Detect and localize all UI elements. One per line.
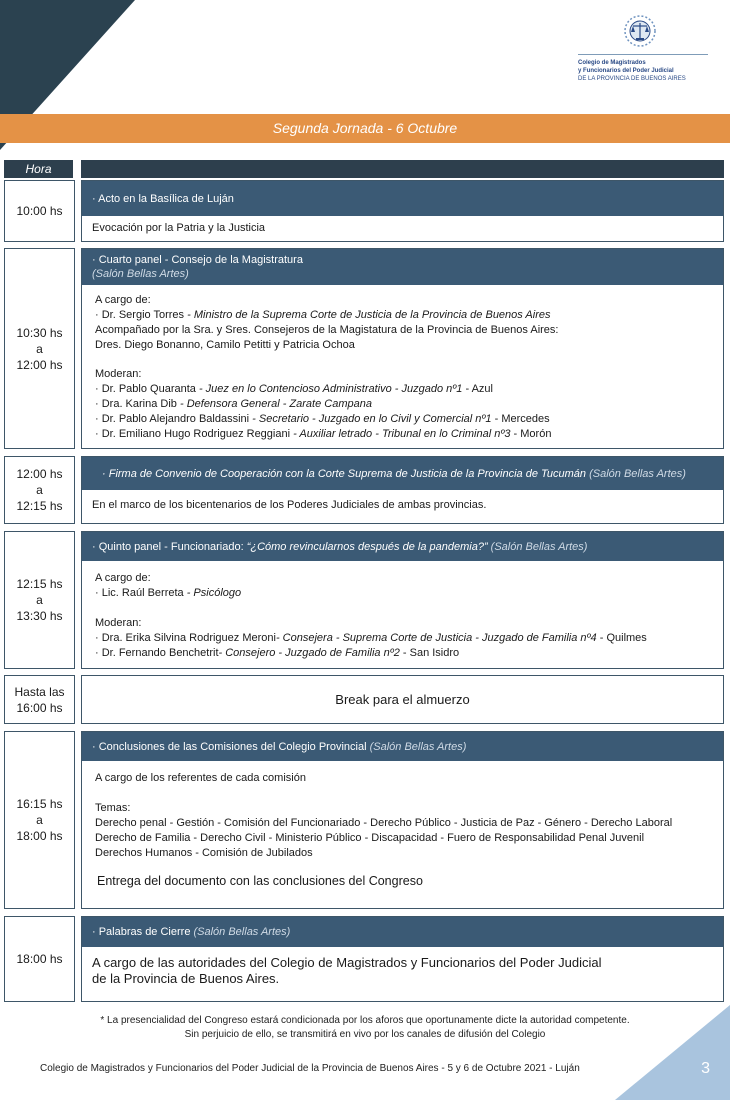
moderator-place: - Morón <box>510 428 552 440</box>
break-text: Break para el almuerzo <box>335 691 470 707</box>
delivery-line: Entrega del documento con las conclusiones del Congreso <box>97 874 423 888</box>
moderator-role: - Consejero - Juzgado de Familia nº2 <box>218 647 400 659</box>
footnote-line: * La presencialidad del Congreso estará condicionada por los aforos que oportunamente dicte la autoridad competente. <box>100 1015 630 1026</box>
moderator-line <box>95 382 713 397</box>
moderator-role: - Consejera - Suprema Corte de Justicia - Juzgado de Familia nº4 <box>275 632 597 644</box>
topics-line: Derecho de Familia - Derecho Civil - Ministerio Público - Discapacidad - Fuero de Responsabilidad Penal Juvenil <box>95 832 645 844</box>
moderator-role: - Secretario - Juzgado en lo Civil y Comercial nº1 <box>249 413 492 425</box>
event-title: · Cuarto panel - Consejo de la Magistratura <box>92 254 303 266</box>
moderator-role: - Auxiliar letrado - Tribunal en lo Criminal nº3 <box>290 428 511 440</box>
event-title: · Conclusiones de las Comisiones del Colegio Provincial <box>92 740 367 753</box>
time-cell <box>4 531 75 669</box>
header-bar <box>81 160 724 178</box>
topics-line: Derecho penal - Gestión - Comisión del Funcionariado - Derecho Público - Justicia de Paz - Género - Derecho Laboral <box>95 817 673 829</box>
event-title-bar <box>82 457 723 490</box>
body-line: A cargo de las autoridades del Colegio de Magistrados y Funcionarios del Poder Judicial <box>92 955 602 970</box>
event-body <box>82 561 723 661</box>
body-line: A cargo de: <box>95 294 151 306</box>
event-venue: (Salón Bellas Artes) <box>92 268 189 280</box>
event-panel <box>81 180 724 242</box>
event-title: · Acto en la Basílica de Luján <box>92 192 234 205</box>
event-title: · Firma de Convenio de Cooperación con la Corte Suprema de Justicia de la Provincia de Tucumán <box>102 467 587 480</box>
logo-line-3: DE LA PROVINCIA DE BUENOS AIRES <box>578 76 686 82</box>
moderator-place: - Azul <box>462 383 493 395</box>
time-start: 16:15 hs <box>16 797 63 811</box>
event-title-bar <box>82 732 723 761</box>
event-title: · Quinto panel - Funcionariado: <box>92 540 247 553</box>
body-line: A cargo de: <box>95 572 151 584</box>
time-start: 12:15 hs <box>16 577 63 591</box>
time-start: 12:00 hs <box>16 467 63 481</box>
corner-decoration <box>615 1005 730 1100</box>
event-panel <box>81 531 724 669</box>
body-line: Dres. Diego Bonanno, Camilo Petitti y Patricia Ochoa <box>95 339 355 351</box>
event-body <box>82 490 723 513</box>
event-venue: (Salón Bellas Artes) <box>487 540 588 553</box>
event-title-bar <box>82 181 723 216</box>
time-end: 18:00 hs <box>16 829 63 843</box>
moderator-name: · Dr. Pablo Quaranta <box>95 383 196 395</box>
event-title-bar <box>82 917 723 947</box>
time-start: Hasta las <box>14 684 65 699</box>
event-panel <box>81 675 724 724</box>
time-end: 13:30 hs <box>16 609 63 623</box>
time-cell <box>4 180 75 242</box>
event-body <box>82 216 723 236</box>
event-panel <box>81 456 724 524</box>
moderator-place: - Mercedes <box>491 413 550 425</box>
time-cell <box>4 916 75 1002</box>
event-subtitle: “¿Cómo revincularnos después de la pandemia?” <box>246 540 488 553</box>
time-sep: a <box>36 813 43 827</box>
footnote-line: Sin perjuicio de ello, se transmitirá en vivo por los canales de difusión del Colegio <box>184 1029 546 1040</box>
moderator-line <box>95 397 713 412</box>
time-cell <box>4 456 75 524</box>
event-venue: (Salón Bellas Artes) <box>190 926 291 938</box>
time-sep: a <box>36 341 43 356</box>
moderator-name: · Dra. Karina Dib <box>95 398 177 410</box>
moderator-role: - Juez en lo Contencioso Administrativo - Juzgado nº1 <box>195 383 463 395</box>
college-logo <box>578 12 708 83</box>
speaker-role: - Ministro de la Suprema Corte de Justicia de la Provincia de Buenos Aires <box>184 309 551 321</box>
moderator-name: · Dr. Fernando Benchetrit <box>95 647 219 659</box>
topics-line: Derechos Humanos - Comisión de Jubilados <box>95 847 313 859</box>
page-number: 3 <box>701 1060 710 1077</box>
time-end: 16:00 hs <box>16 700 63 715</box>
event-panel <box>81 731 724 909</box>
event-text: En el marco de los bicentenarios de los Poderes Judiciales de ambas provincias. <box>92 499 487 511</box>
event-body <box>82 285 723 442</box>
moderator-name: · Dr. Pablo Alejandro Baldassini <box>95 413 250 425</box>
event-title: · Palabras de Cierre <box>92 926 191 938</box>
time-sep: a <box>36 593 43 607</box>
moderator-role: - Defensora General - Zarate Campana <box>176 398 372 410</box>
time-cell <box>4 731 75 909</box>
event-panel <box>81 916 724 1002</box>
time-label: 10:00 hs <box>16 204 63 218</box>
event-venue: (Salón Bellas Artes) <box>366 740 467 753</box>
day-banner: Segunda Jornada - 6 Octubre <box>0 114 730 143</box>
time-end: 12:00 hs <box>16 357 63 372</box>
moderator-name: · Dra. Erika Silvina Rodriguez Meroni <box>95 632 276 644</box>
time-cell <box>4 248 75 449</box>
page-footer: Colegio de Magistrados y Funcionarios del Poder Judicial de la Provincia de Buenos Aires - 5 y 6 de Octubre 2021 - Luján <box>40 1063 580 1074</box>
speaker-role: - Psicólogo <box>183 587 242 599</box>
time-sep: a <box>36 483 43 497</box>
event-panel <box>81 248 724 449</box>
logo-line-2: y Funcionarios del Poder Judicial <box>578 68 674 74</box>
event-title-bar <box>82 532 723 561</box>
time-label: 18:00 hs <box>16 952 63 966</box>
time-end: 12:15 hs <box>16 499 63 513</box>
body-line: A cargo de los referentes de cada comisión <box>95 772 306 784</box>
event-body <box>82 947 723 987</box>
body-line: Moderan: <box>95 368 142 380</box>
event-text: Evocación por la Patria y la Justicia <box>92 222 266 234</box>
speaker-name: · Lic. Raúl Berreta <box>95 587 184 599</box>
moderator-line <box>95 412 713 427</box>
body-line: Temas: <box>95 802 131 814</box>
event-title-bar <box>82 249 723 285</box>
time-start: 10:30 hs <box>16 325 63 340</box>
body-line: Moderan: <box>95 617 142 629</box>
event-body <box>82 761 723 889</box>
logo-line-1: Colegio de Magistrados <box>578 60 646 66</box>
moderator-place: - San Isidro <box>399 647 460 659</box>
speaker-name: · Dr. Sergio Torres <box>95 309 185 321</box>
event-venue: (Salón Bellas Artes) <box>586 467 686 480</box>
body-line: Acompañado por la Sra. y Sres. Consejeros de la Magistatura de la Provincia de Buenos Aires: <box>95 324 559 336</box>
hora-header: Hora <box>4 160 73 178</box>
speaker-line <box>95 308 713 323</box>
moderator-line <box>95 427 713 442</box>
body-line: de la Provincia de Buenos Aires. <box>92 971 280 986</box>
moderator-place: - Quilmes <box>596 632 647 644</box>
moderator-name: · Dr. Emiliano Hugo Rodriguez Reggiani <box>95 428 291 440</box>
scales-seal-icon <box>618 12 662 50</box>
time-cell <box>4 675 75 724</box>
